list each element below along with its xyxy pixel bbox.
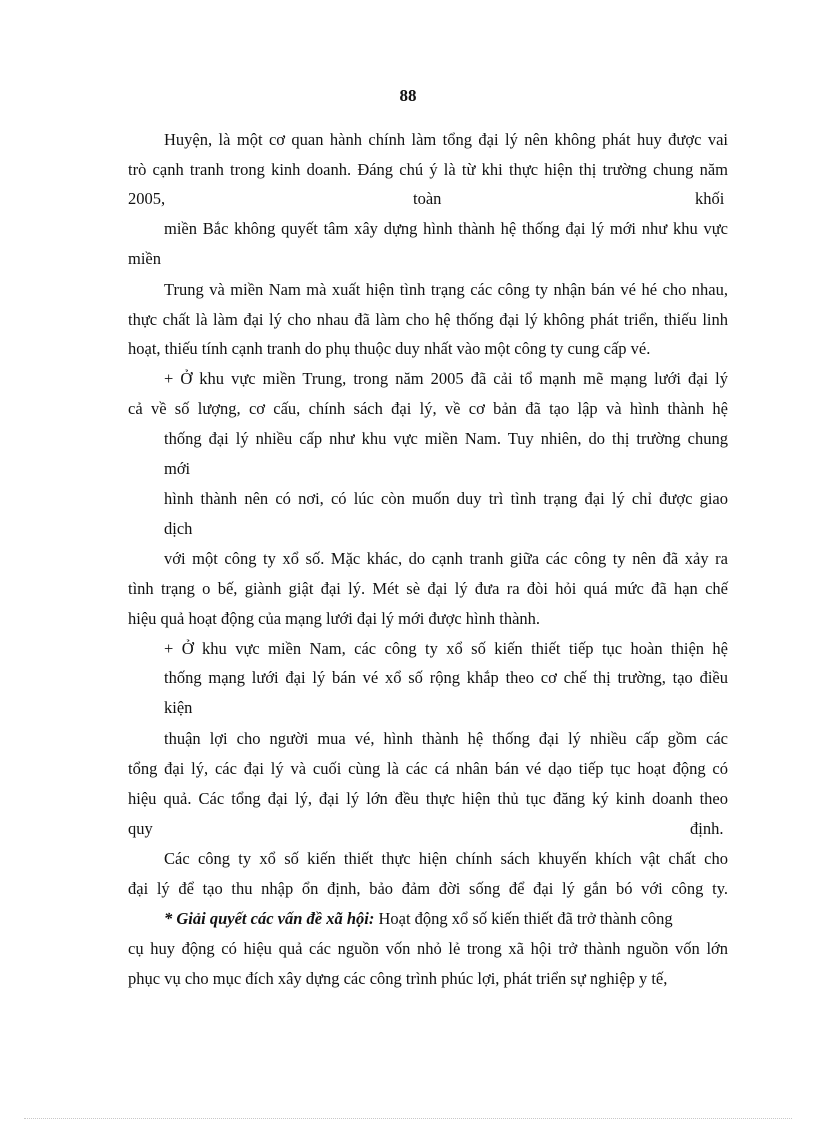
text-line: hoạt, thiếu tính cạnh tranh do phụ thuộc duy nhất vào một công ty cung cấp vé. <box>128 339 651 358</box>
text-line: quy <box>128 819 153 838</box>
text-line: miền <box>128 249 161 268</box>
text-line <box>164 908 673 930</box>
text-line: dịch <box>164 519 193 538</box>
text-line: tình trạng o bế, giành giật đại lý. Mét sè đại lý đưa ra đòi hỏi quá mức đã hạn chế <box>128 579 728 598</box>
text-line: thống đại lý nhiều cấp như khu vực miền Nam. Tuy nhiên, do thị trường chung <box>164 429 728 448</box>
text-line: định. <box>690 819 724 838</box>
text-line: thực chất là làm đại lý cho nhau đã làm cho hệ thống đại lý không phát triển, thiếu linh <box>128 310 728 329</box>
text-line: với một công ty xổ số. Mặc khác, do cạnh tranh giữa các công ty nên đã xảy ra <box>164 549 728 568</box>
text-line: miền Bắc không quyết tâm xây dựng hình thành hệ thống đại lý mới như khu vực <box>164 219 728 238</box>
page-border <box>24 1118 792 1119</box>
text-line: khối <box>695 189 725 208</box>
text-line: cả về số lượng, cơ cấu, chính sách đại lý, về cơ bản đã tạo lập và hình thành hệ <box>128 399 728 418</box>
text-line: hiệu quả. Các tổng đại lý, đại lý lớn đều thực hiện thủ tục đăng ký kinh doanh theo <box>128 789 728 808</box>
text-line: tổng đại lý, các đại lý và cuối cùng là các cá nhân bán vé dạo tiếp tục hoạt động có <box>128 759 728 778</box>
text-line: Các công ty xổ số kiến thiết thực hiện chính sách khuyến khích vật chất cho <box>164 849 728 868</box>
text-line: thuận lợi cho người mua vé, hình thành hệ thống đại lý nhiều cấp gồm các <box>164 729 728 748</box>
text-line: 2005, <box>128 189 166 208</box>
text-line: mới <box>164 459 191 478</box>
text-line: đại lý để tạo thu nhập ổn định, bảo đảm đời sống để đại lý gắn bó với công ty. <box>128 879 728 898</box>
text-line: phục vụ cho mục đích xây dựng các công trình phúc lợi, phát triển sự nghiệp y tế, <box>128 969 668 988</box>
text-line: trò cạnh tranh trong kinh doanh. Đáng chú ý là từ khi thực hiện thị trường chung năm <box>128 160 728 179</box>
text-line: thống mạng lưới đại lý bán vé xổ số rộng khắp theo cơ chế thị trường, tạo điều <box>164 668 728 687</box>
text-line: toàn <box>413 189 442 208</box>
text-line: hình thành nên có nơi, có lúc còn muốn duy trì tình trạng đại lý chỉ được giao <box>164 489 728 508</box>
text-line: Trung và miền Nam mà xuất hiện tình trạng các công ty nhận bán vé hé cho nhau, <box>164 280 728 299</box>
text-run: Hoạt động xổ số kiến thiết đã trở thành công <box>374 909 673 928</box>
text-line: + Ở khu vực miền Nam, các công ty xổ số kiến thiết tiếp tục hoàn thiện hệ <box>164 639 728 658</box>
text-line: + Ở khu vực miền Trung, trong năm 2005 đã cải tổ mạnh mẽ mạng lưới đại lý <box>164 369 728 388</box>
section-heading: * Giải quyết các vấn đề xã hội: <box>164 909 375 928</box>
text-line: kiện <box>164 698 193 717</box>
text-line: hiệu quả hoạt động của mạng lưới đại lý mới được hình thành. <box>128 609 541 628</box>
text-line: Huyện, là một cơ quan hành chính làm tổng đại lý nên không phát huy được vai <box>164 130 728 149</box>
text-line: cụ huy động có hiệu quả các nguồn vốn nhỏ lẻ trong xã hội trở thành nguồn vốn lớn <box>128 939 728 958</box>
page-number: 88 <box>399 86 417 105</box>
